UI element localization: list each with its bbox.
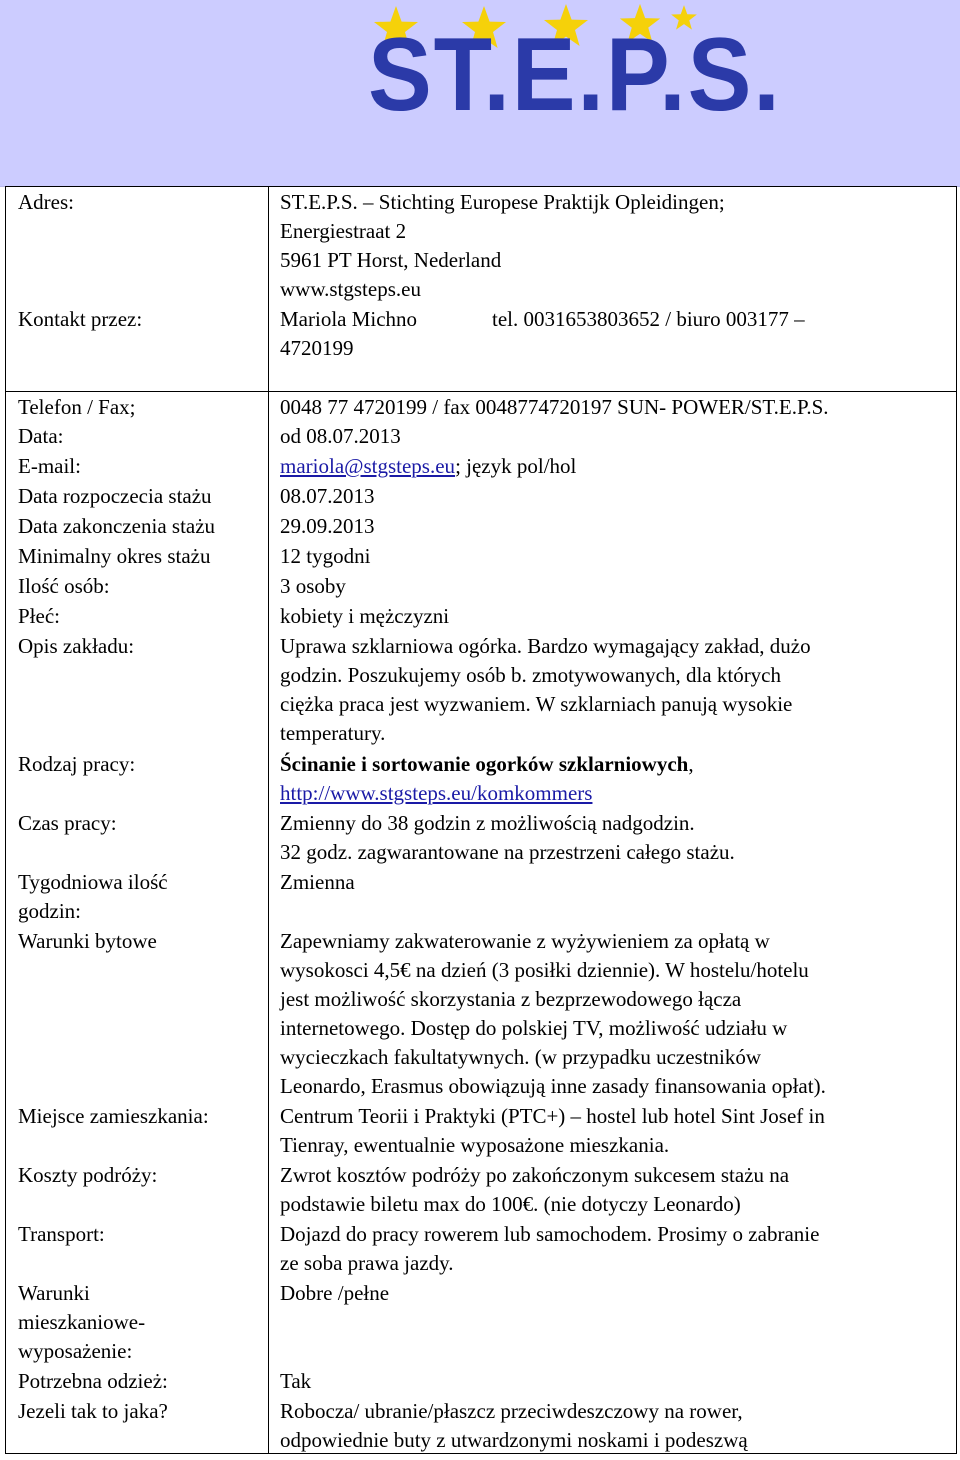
housing-label-2: mieszkaniowe- [18,1310,146,1334]
residence-line-1: Centrum Teorii i Praktyki (PTC+) – hostel lub hotel Sint Josef in [280,1104,825,1128]
living-conditions-line-2: wysokosci 4,5€ na dzień (3 posiłki dziennie). W hostelu/hotelu [280,958,809,982]
housing-value: Dobre /pełne [280,1281,390,1305]
transport-line-2: ze soba prawa jazdy. [280,1251,454,1275]
adres-line-2: Energiestraat 2 [280,219,407,243]
housing-label-1: Warunki [18,1281,90,1305]
company-desc-line-3: ciężka praca jest wyzwaniem. W szklarniach panują wysokie [280,692,793,716]
data-label: Data: [18,424,64,448]
kontakt-name: Mariola Michno [280,307,418,331]
work-type-label: Rodzaj pracy: [18,752,136,776]
clothing-type-line-1: Robocza/ ubranie/płaszcz przeciwdeszczowy na rower, [280,1399,743,1423]
weekly-hours-label-2: godzin: [18,899,81,923]
start-date-value: 08.07.2013 [280,484,375,508]
living-conditions-line-4: internetowego. Dostęp do polskiej TV, możliwość udziału w [280,1016,788,1040]
steps-logo: ST.E.P.S. [368,17,782,133]
persons-label: Ilość osób: [18,574,110,598]
living-conditions-line-3: jest możliwość skorzystania z bezprzewodowego łącza [280,987,742,1011]
clothing-type-label: Jezeli tak to jaka? [18,1399,168,1423]
work-type-link[interactable]: http://www.stgsteps.eu/komkommers [280,781,593,805]
weekly-hours-label-1: Tygodniowa ilość [18,870,168,894]
adres-label: Adres: [18,190,74,214]
min-period-value: 12 tygodni [280,544,371,568]
clothing-type-line-2: odpowiednie buty z utwardzonymi noskami i podeszwą [280,1428,748,1452]
clothing-label: Potrzebna odzież: [18,1369,168,1393]
adres-line-3: 5961 PT Horst, Nederland [280,248,502,272]
row-divider [5,391,957,392]
company-desc-line-2: godzin. Poszukujemy osób b. zmotywowanych, dla których [280,663,782,687]
company-desc-line-1: Uprawa szklarniowa ogórka. Bardzo wymagający zakład, dużo [280,634,811,658]
telefon-label: Telefon / Fax; [18,395,136,419]
work-type-link-wrap [280,779,592,808]
end-date-label: Data zakonczenia stażu [18,514,216,538]
clothing-value: Tak [280,1369,312,1393]
work-time-line-2: 32 godz. zagwarantowane na przestrzeni całego stażu. [280,840,735,864]
residence-label: Miejsce zamieszkania: [18,1104,209,1128]
email-link[interactable]: mariola@stgsteps.eu [280,454,456,478]
gender-label: Płeć: [18,604,60,628]
residence-line-2: Tienray, ewentualnie wyposażone mieszkania. [280,1133,670,1157]
adres-line-1: ST.E.P.S. – Stichting Europese Praktijk Opleidingen; [280,190,725,214]
header-banner [0,0,960,187]
end-date-value: 29.09.2013 [280,514,375,538]
min-period-label: Minimalny okres stażu [18,544,211,568]
persons-value: 3 osoby [280,574,346,598]
kontakt-tel-cont: 4720199 [280,336,354,360]
work-type-bold: Ścinanie i sortowanie ogorków szklarniowych [280,752,689,776]
telefon-value: 0048 77 4720199 / fax 0048774720197 SUN- POWER/ST.E.P.S. [280,395,829,419]
work-type-value [280,750,694,779]
living-conditions-label: Warunki bytowe [18,929,157,953]
work-time-line-1: Zmienny do 38 godzin z możliwością nadgodzin. [280,811,695,835]
adres-website[interactable]: www.stgsteps.eu [280,277,421,301]
column-divider [268,186,269,1454]
gender-value: kobiety i mężczyzni [280,604,450,628]
work-time-label: Czas pracy: [18,811,117,835]
living-conditions-line-1: Zapewniamy zakwaterowanie z wyżywieniem za opłatą w [280,929,770,953]
transport-label: Transport: [18,1222,105,1246]
company-desc-line-4: temperatury. [280,721,386,745]
email-label: E-mail: [18,454,81,478]
kontakt-tel: tel. 0031653803652 / biuro 003177 – [492,307,805,331]
company-desc-label: Opis zakładu: [18,634,135,658]
living-conditions-line-5: wycieczkach fakultatywnych. (w przypadku uczestników [280,1045,762,1069]
kontakt-label: Kontakt przez: [18,307,143,331]
work-type-comma: , [688,752,694,776]
housing-label-3: wyposażenie: [18,1339,133,1363]
travel-costs-line-2: podstawie biletu max do 100€. (nie dotyczy Leonardo) [280,1192,741,1216]
email-value [280,452,576,481]
weekly-hours-value: Zmienna [280,870,355,894]
transport-line-1: Dojazd do pracy rowerem lub samochodem. Prosimy o zabranie [280,1222,820,1246]
living-conditions-line-6: Leonardo, Erasmus obowiązują inne zasady finansowania opłat). [280,1074,826,1098]
start-date-label: Data rozpoczecia stażu [18,484,212,508]
email-language: ; język pol/hol [455,454,577,478]
data-value: od 08.07.2013 [280,424,401,448]
travel-costs-line-1: Zwrot kosztów podróży po zakończonym sukcesem stażu na [280,1163,790,1187]
travel-costs-label: Koszty podróży: [18,1163,158,1187]
